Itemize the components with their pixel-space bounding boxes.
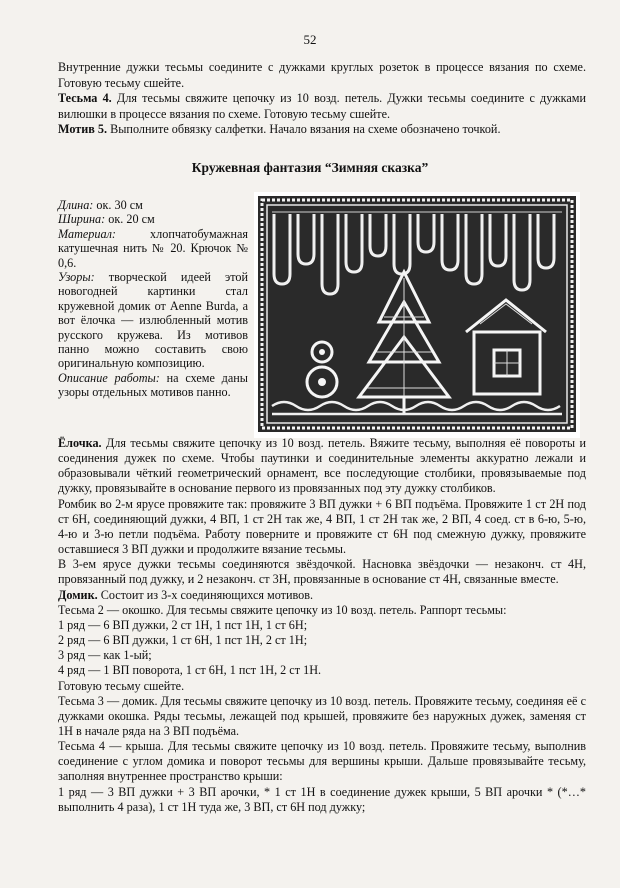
paragraph-tape-4-roof: Тесьма 4 — крыша. Для тесьмы свяжите цепочку из 10 возд. петель. Провяжите тесьму, выполнив соединение с углом домика и поворот тесьмы для вершины крыши. Дальше провязывайте тесьму, заполняя внутреннее пространство крыши: <box>58 739 586 784</box>
paragraph-tree <box>58 436 586 497</box>
page-number: 52 <box>303 32 317 47</box>
row-1: 1 ряд — 6 ВП дужки, 2 ст 1Н, 1 пст 1Н, 1 ст 6Н; <box>58 617 308 632</box>
motif-5-text: Выполните обвязку салфетки. Начало вязания на схеме обозначено точкой. <box>107 122 501 137</box>
house-text: Состоит из 3-х соединяющихся мотивов. <box>97 587 314 602</box>
paragraph-rosettes: Внутренние дужки тесьмы соедините с дужками круглых розеток в процессе вязания по схеме. Готовую тесьму сшейте. <box>58 60 586 90</box>
paragraph-finish: Готовую тесьму сшейте. <box>58 678 185 693</box>
spec-length <box>58 198 248 212</box>
spec-material-label: Материал: <box>58 226 116 241</box>
spec-width <box>58 212 248 226</box>
spec-width-label: Ширина: <box>58 212 106 227</box>
paragraph-tape-3: Тесьма 3 — домик. Для тесьмы свяжите цепочку из 10 возд. петель. Провяжите тесьму, соединяя её с дужками окошка. Ряды тесьмы, лежащей под крышей, провяжите без наружных дужек, заменяя ст 1Н в начале ряда на 3 ВП подъёма. <box>58 693 586 738</box>
paragraph-roof-row-1: 1 ряд — 3 ВП дужки + 3 ВП арочки, * 1 ст 1Н в соединение дужек крыши, 5 ВП арочки * (*…* выполнить 4 раза), 1 ст 1Н туда же, 3 ВП, ст 6Н под дужку; <box>58 784 586 814</box>
section-title: Кружевная фантазия “Зимняя сказка” <box>191 160 429 175</box>
main-text <box>58 436 586 815</box>
tree-label: Ёлочка. <box>58 436 102 450</box>
row-4: 4 ряд — 1 ВП поворота, 1 ст 6Н, 1 пст 1Н, 2 ст 1Н. <box>58 663 322 678</box>
paragraph-house <box>58 588 586 603</box>
specs-block <box>58 198 248 400</box>
spec-patterns-label: Узоры: <box>58 270 95 285</box>
spec-length-value: ок. 30 см <box>93 198 143 212</box>
spec-description-value: на схеме даны узоры отдельных мотивов панно. <box>58 370 248 400</box>
row-2: 2 ряд — 6 ВП дужки, 1 ст 6Н, 1 пст 1Н, 2 ст 1Н; <box>58 633 308 648</box>
house-label: Домик. <box>58 587 98 602</box>
paragraph-tape-4 <box>58 91 586 122</box>
paragraph-star: В 3-ем ярусе дужки тесьмы соединяются звёздочкой. Насновка звёздочки — незаконч. ст 4Н, провязанный под дужку, и 2 незаконч. ст 3Н, провязанные в основание ст 4Н, связанные вместе. <box>58 557 586 587</box>
tree-text: Для тесьмы свяжите цепочку из 10 возд. петель. Вяжите тесьму, выполняя её повороты и соединения дужек по схеме. Чтобы паутинки и соединительные элементы аккуратно лежали и образовывали чёткий геометрический орнамент, все последующие столбики, провязываемые под дужку, провязывайте в основание первого из провязанных под эту дужку столбиков. <box>58 436 586 496</box>
row-3: 3 ряд — как 1-ый; <box>58 648 152 663</box>
spec-patterns <box>58 270 248 371</box>
spec-description <box>58 371 248 400</box>
tape-4-label: Тесьма 4. <box>58 91 112 106</box>
spec-width-value: ок. 20 см <box>105 212 155 227</box>
spec-material-value: хлопчатобумажная катушечная нить № 20. Крючок № 0,6. <box>58 226 248 270</box>
tape-4-text: Для тесьмы свяжите цепочку из 10 возд. петель. Дужки тесьмы соедините с дужками вилюшки в процессе вязания по схеме. Готовую тесьму сшейте. <box>58 91 586 121</box>
spec-length-label: Длина: <box>58 198 94 212</box>
lace-panel-illustration <box>254 192 580 438</box>
lace-panel-photo <box>254 192 580 438</box>
spec-description-label: Описание работы: <box>58 370 160 385</box>
motif-5-label: Мотив 5. <box>58 122 108 137</box>
paragraph-motif-5 <box>58 122 586 138</box>
paragraph-rhombus: Ромбик во 2-м ярусе провяжите так: провяжите 3 ВП дужки + 6 ВП подъёма. Провяжите 1 ст 2Н под ст 6Н, соединяющий дужки, 4 ВП, 1 ст 2Н так же, 4 ВП, 1 ст 2Н так же, 2 ВП, 4 соед. ст в 6-ю, 5-ю, 4-ю и 3-ю петли подъёма. Работу поверните и провяжите ст 6Н под смежную дужку, провяжите оставшиеся 3 ВП дужки и продолжите вязание тесьмы. <box>58 496 586 557</box>
intro-text <box>58 60 586 138</box>
paragraph-tape-2: Тесьма 2 — окошко. Для тесьмы свяжите цепочку из 10 возд. петель. Раппорт тесьмы: <box>58 602 507 617</box>
spec-material <box>58 227 248 270</box>
spec-patterns-value: творческой идеей этой новогодней картинки стал кружевной домик от Aenne Burda, а вот ёлочка — излюбленный мотив русского кружева. Из мотивов панно можно составить свою оригинальную композицию. <box>58 270 248 371</box>
